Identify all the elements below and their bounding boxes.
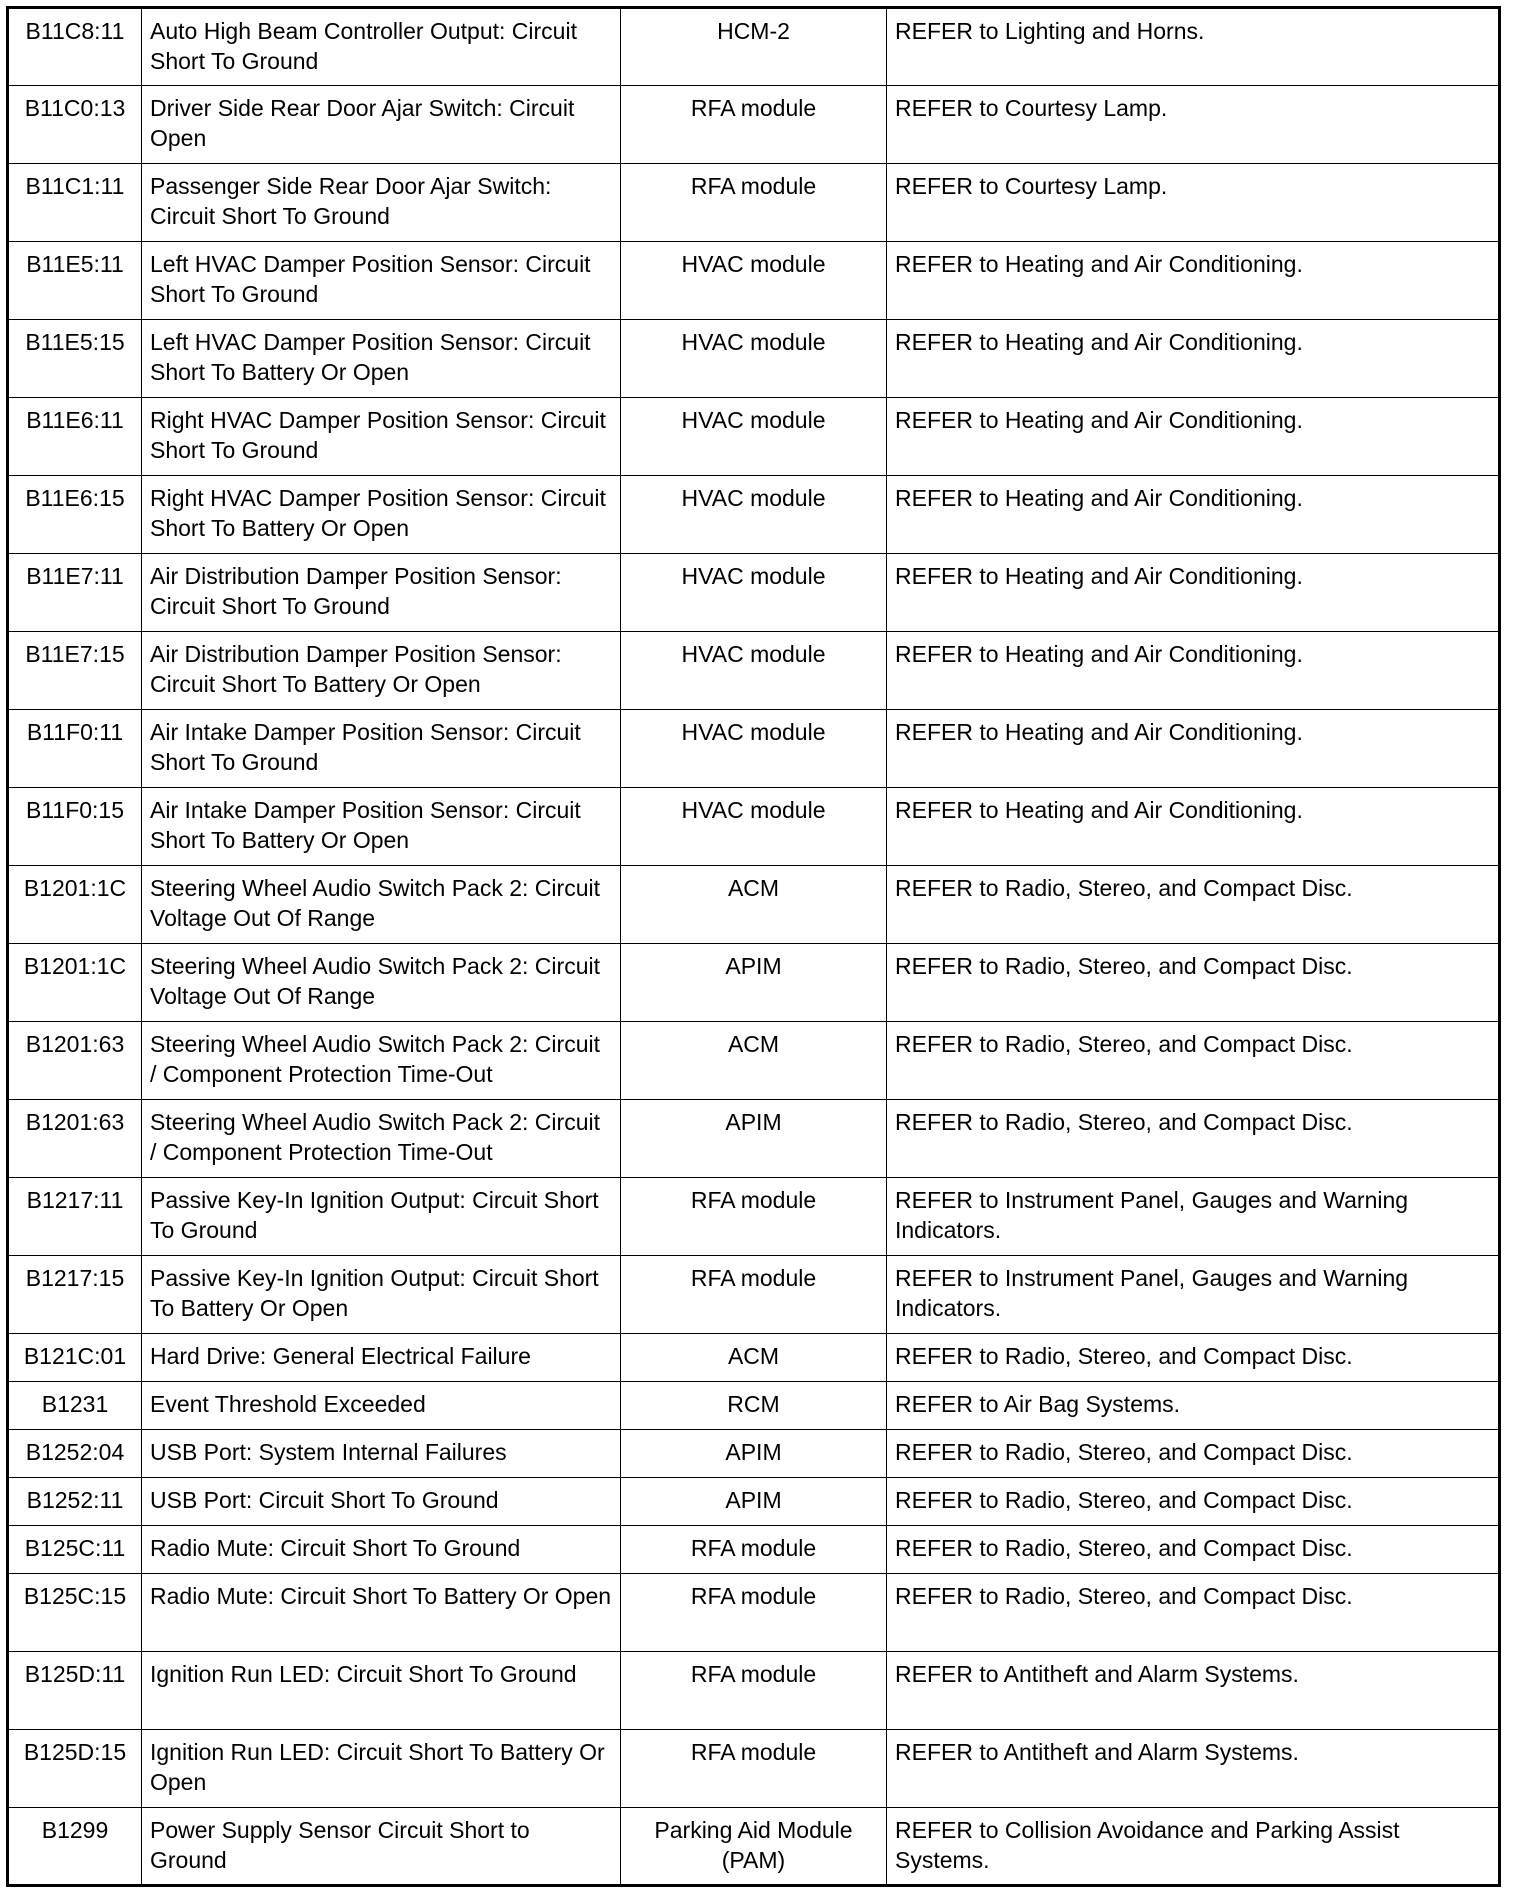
module-cell: ACM xyxy=(621,1334,887,1382)
action-cell: REFER to Radio, Stereo, and Compact Disc. xyxy=(887,1526,1500,1574)
action-cell: REFER to Heating and Air Conditioning. xyxy=(887,242,1500,320)
description-cell: Steering Wheel Audio Switch Pack 2: Circuit Voltage Out Of Range xyxy=(142,944,621,1022)
module-cell: HVAC module xyxy=(621,398,887,476)
action-cell: REFER to Antitheft and Alarm Systems. xyxy=(887,1652,1500,1730)
dtc-code-cell: B1231 xyxy=(8,1382,142,1430)
action-cell: REFER to Instrument Panel, Gauges and Warning Indicators. xyxy=(887,1178,1500,1256)
module-cell: RFA module xyxy=(621,86,887,164)
action-cell: REFER to Heating and Air Conditioning. xyxy=(887,632,1500,710)
dtc-code-cell: B11E5:15 xyxy=(8,320,142,398)
table-row xyxy=(8,1100,1500,1178)
action-cell: REFER to Heating and Air Conditioning. xyxy=(887,554,1500,632)
table-row xyxy=(8,164,1500,242)
table-row xyxy=(8,866,1500,944)
table-row xyxy=(8,1478,1500,1526)
action-cell: REFER to Radio, Stereo, and Compact Disc. xyxy=(887,944,1500,1022)
module-cell: APIM xyxy=(621,1430,887,1478)
dtc-code-cell: B125C:15 xyxy=(8,1574,142,1652)
module-cell: APIM xyxy=(621,1100,887,1178)
module-cell: RFA module xyxy=(621,1256,887,1334)
module-cell: RFA module xyxy=(621,1652,887,1730)
action-cell: REFER to Radio, Stereo, and Compact Disc. xyxy=(887,1574,1500,1652)
action-cell: REFER to Radio, Stereo, and Compact Disc. xyxy=(887,1100,1500,1178)
description-cell: Auto High Beam Controller Output: Circuit Short To Ground xyxy=(142,8,621,86)
action-cell: REFER to Heating and Air Conditioning. xyxy=(887,320,1500,398)
action-cell: REFER to Courtesy Lamp. xyxy=(887,86,1500,164)
dtc-code-cell: B11C0:13 xyxy=(8,86,142,164)
table-row xyxy=(8,1178,1500,1256)
dtc-code-cell: B125D:11 xyxy=(8,1652,142,1730)
dtc-code-cell: B11F0:11 xyxy=(8,710,142,788)
dtc-code-cell: B11C8:11 xyxy=(8,8,142,86)
description-cell: Steering Wheel Audio Switch Pack 2: Circuit / Component Protection Time-Out xyxy=(142,1100,621,1178)
table-row xyxy=(8,1574,1500,1652)
dtc-code-cell: B1252:11 xyxy=(8,1478,142,1526)
table-row xyxy=(8,1382,1500,1430)
table-row xyxy=(8,710,1500,788)
dtc-code-cell: B1217:15 xyxy=(8,1256,142,1334)
description-cell: Passive Key-In Ignition Output: Circuit Short To Ground xyxy=(142,1178,621,1256)
table-row xyxy=(8,1256,1500,1334)
module-cell: HVAC module xyxy=(621,554,887,632)
description-cell: Event Threshold Exceeded xyxy=(142,1382,621,1430)
table-row xyxy=(8,1022,1500,1100)
description-cell: Air Distribution Damper Position Sensor: Circuit Short To Battery Or Open xyxy=(142,632,621,710)
module-cell: ACM xyxy=(621,866,887,944)
action-cell: REFER to Radio, Stereo, and Compact Disc. xyxy=(887,866,1500,944)
description-cell: Power Supply Sensor Circuit Short to Ground xyxy=(142,1808,621,1886)
table-row xyxy=(8,320,1500,398)
dtc-code-cell: B11E6:15 xyxy=(8,476,142,554)
description-cell: Right HVAC Damper Position Sensor: Circuit Short To Ground xyxy=(142,398,621,476)
description-cell: Ignition Run LED: Circuit Short To Battery Or Open xyxy=(142,1730,621,1808)
dtc-code-cell: B1201:1C xyxy=(8,866,142,944)
action-cell: REFER to Heating and Air Conditioning. xyxy=(887,476,1500,554)
description-cell: Air Distribution Damper Position Sensor: Circuit Short To Ground xyxy=(142,554,621,632)
description-cell: Ignition Run LED: Circuit Short To Ground xyxy=(142,1652,621,1730)
description-cell: Driver Side Rear Door Ajar Switch: Circuit Open xyxy=(142,86,621,164)
table-row xyxy=(8,398,1500,476)
action-cell: REFER to Collision Avoidance and Parking Assist Systems. xyxy=(887,1808,1500,1886)
description-cell: Left HVAC Damper Position Sensor: Circuit Short To Battery Or Open xyxy=(142,320,621,398)
table-row xyxy=(8,86,1500,164)
description-cell: Passive Key-In Ignition Output: Circuit Short To Battery Or Open xyxy=(142,1256,621,1334)
action-cell: REFER to Radio, Stereo, and Compact Disc. xyxy=(887,1430,1500,1478)
description-cell: USB Port: Circuit Short To Ground xyxy=(142,1478,621,1526)
module-cell: HVAC module xyxy=(621,320,887,398)
dtc-code-cell: B11F0:15 xyxy=(8,788,142,866)
table-row xyxy=(8,788,1500,866)
action-cell: REFER to Heating and Air Conditioning. xyxy=(887,398,1500,476)
action-cell: REFER to Antitheft and Alarm Systems. xyxy=(887,1730,1500,1808)
table-row xyxy=(8,1334,1500,1382)
dtc-table xyxy=(6,6,1501,1887)
table-row xyxy=(8,632,1500,710)
description-cell: Hard Drive: General Electrical Failure xyxy=(142,1334,621,1382)
module-cell: RFA module xyxy=(621,1574,887,1652)
description-cell: Radio Mute: Circuit Short To Ground xyxy=(142,1526,621,1574)
table-row xyxy=(8,554,1500,632)
module-cell: RFA module xyxy=(621,1526,887,1574)
dtc-code-cell: B1252:04 xyxy=(8,1430,142,1478)
description-cell: Passenger Side Rear Door Ajar Switch: Circuit Short To Ground xyxy=(142,164,621,242)
action-cell: REFER to Instrument Panel, Gauges and Warning Indicators. xyxy=(887,1256,1500,1334)
table-row xyxy=(8,1430,1500,1478)
module-cell: APIM xyxy=(621,944,887,1022)
dtc-code-cell: B1201:63 xyxy=(8,1100,142,1178)
module-cell: ACM xyxy=(621,1022,887,1100)
description-cell: Left HVAC Damper Position Sensor: Circuit Short To Ground xyxy=(142,242,621,320)
module-cell: Parking Aid Module (PAM) xyxy=(621,1808,887,1886)
action-cell: REFER to Radio, Stereo, and Compact Disc. xyxy=(887,1022,1500,1100)
dtc-code-cell: B121C:01 xyxy=(8,1334,142,1382)
table-row xyxy=(8,1808,1500,1886)
dtc-code-cell: B11E7:11 xyxy=(8,554,142,632)
module-cell: RFA module xyxy=(621,1730,887,1808)
module-cell: HCM-2 xyxy=(621,8,887,86)
action-cell: REFER to Heating and Air Conditioning. xyxy=(887,788,1500,866)
description-cell: Radio Mute: Circuit Short To Battery Or Open xyxy=(142,1574,621,1652)
module-cell: RFA module xyxy=(621,1178,887,1256)
module-cell: HVAC module xyxy=(621,242,887,320)
table-row xyxy=(8,944,1500,1022)
action-cell: REFER to Air Bag Systems. xyxy=(887,1382,1500,1430)
table-row xyxy=(8,1526,1500,1574)
table-row xyxy=(8,242,1500,320)
module-cell: RFA module xyxy=(621,164,887,242)
dtc-code-cell: B125D:15 xyxy=(8,1730,142,1808)
description-cell: Air Intake Damper Position Sensor: Circuit Short To Ground xyxy=(142,710,621,788)
dtc-code-cell: B11E6:11 xyxy=(8,398,142,476)
action-cell: REFER to Radio, Stereo, and Compact Disc. xyxy=(887,1334,1500,1382)
dtc-code-cell: B11C1:11 xyxy=(8,164,142,242)
description-cell: USB Port: System Internal Failures xyxy=(142,1430,621,1478)
module-cell: HVAC module xyxy=(621,788,887,866)
module-cell: APIM xyxy=(621,1478,887,1526)
table-row xyxy=(8,1652,1500,1730)
dtc-code-cell: B11E7:15 xyxy=(8,632,142,710)
dtc-code-cell: B1201:63 xyxy=(8,1022,142,1100)
description-cell: Steering Wheel Audio Switch Pack 2: Circuit Voltage Out Of Range xyxy=(142,866,621,944)
action-cell: REFER to Heating and Air Conditioning. xyxy=(887,710,1500,788)
dtc-code-cell: B125C:11 xyxy=(8,1526,142,1574)
description-cell: Right HVAC Damper Position Sensor: Circuit Short To Battery Or Open xyxy=(142,476,621,554)
description-cell: Air Intake Damper Position Sensor: Circuit Short To Battery Or Open xyxy=(142,788,621,866)
description-cell: Steering Wheel Audio Switch Pack 2: Circuit / Component Protection Time-Out xyxy=(142,1022,621,1100)
dtc-code-cell: B1201:1C xyxy=(8,944,142,1022)
module-cell: HVAC module xyxy=(621,710,887,788)
table-row xyxy=(8,8,1500,86)
module-cell: RCM xyxy=(621,1382,887,1430)
dtc-code-cell: B11E5:11 xyxy=(8,242,142,320)
dtc-code-cell: B1299 xyxy=(8,1808,142,1886)
dtc-code-cell: B1217:11 xyxy=(8,1178,142,1256)
table-row xyxy=(8,1730,1500,1808)
action-cell: REFER to Radio, Stereo, and Compact Disc. xyxy=(887,1478,1500,1526)
action-cell: REFER to Lighting and Horns. xyxy=(887,8,1500,86)
module-cell: HVAC module xyxy=(621,632,887,710)
module-cell: HVAC module xyxy=(621,476,887,554)
table-row xyxy=(8,476,1500,554)
action-cell: REFER to Courtesy Lamp. xyxy=(887,164,1500,242)
